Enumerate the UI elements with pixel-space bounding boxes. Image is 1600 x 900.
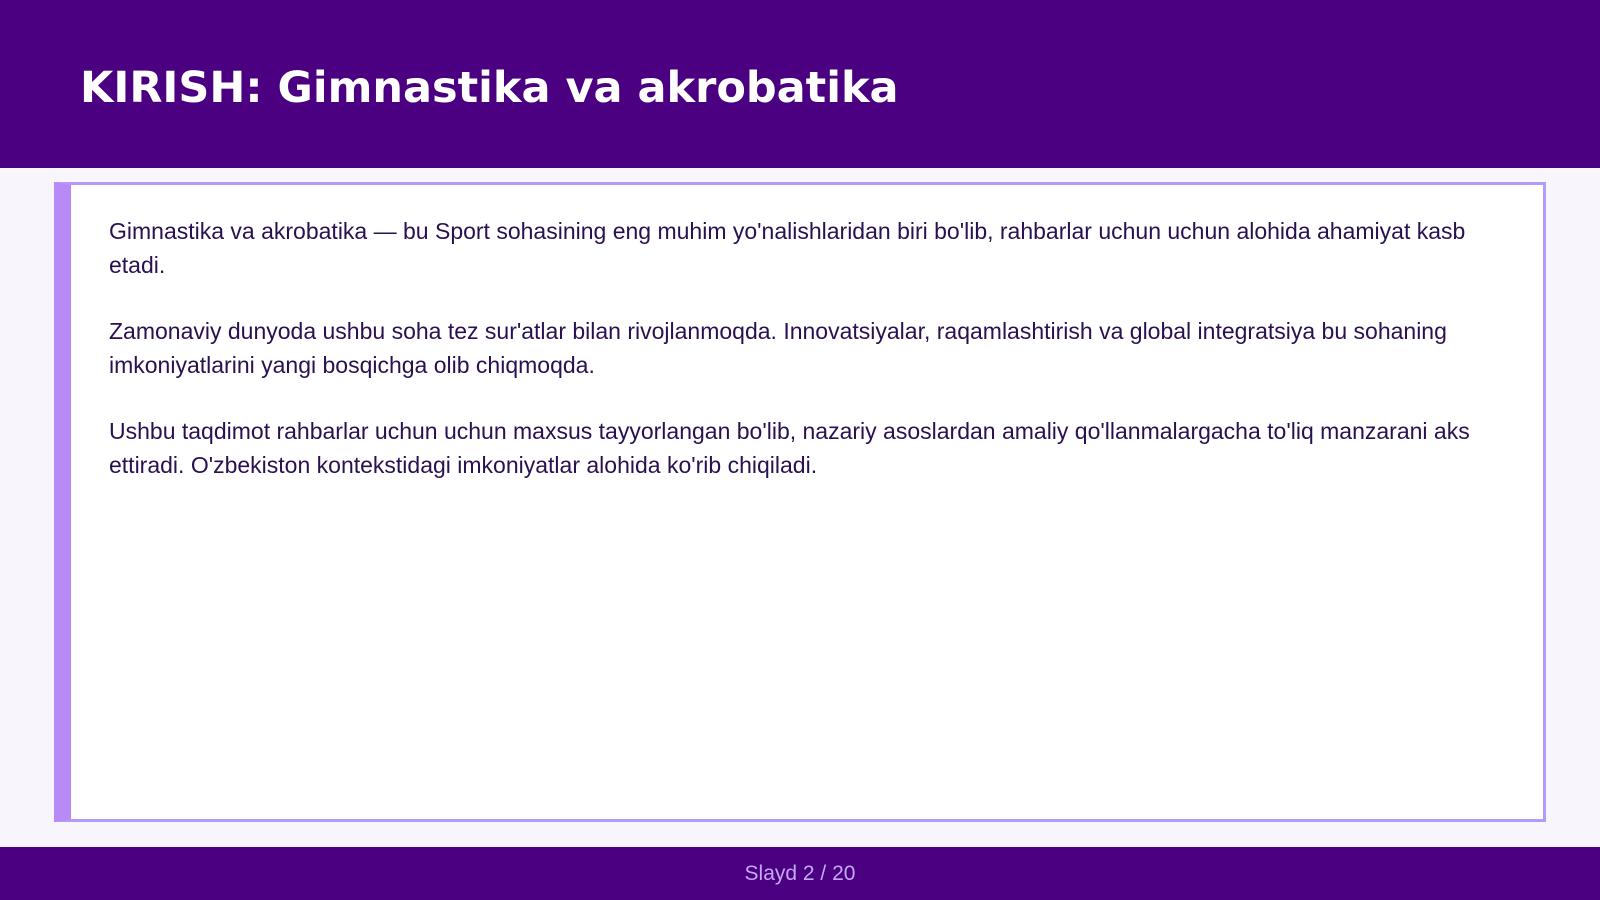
paragraph-intro: Gimnastika va akrobatika — bu Sport sohasining eng muhim yo'nalishlaridan biri bo'lib, rahbarlar uchun uchun alohida ahamiyat kasb etadi. xyxy=(109,218,1466,278)
paragraph-presentation-purpose: Ushbu taqdimot rahbarlar uchun uchun maxsus tayyorlangan bo'lib, nazariy asoslardan amaliy qo'llanmalargacha to'liq manzarani aks ettiradi. O'zbekiston kontekstidagi imkoniyatlar alohida ko'rib chiqiladi. xyxy=(109,418,1470,478)
slide-header xyxy=(0,0,1600,168)
slide-counter: Slayd 2 / 20 xyxy=(744,861,856,885)
slide-title: KIRISH: Gimnastika va akrobatika xyxy=(80,63,899,113)
slide-footer xyxy=(0,847,1600,900)
paragraph-modern-world: Zamonaviy dunyoda ushbu soha tez sur'atlar bilan rivojlanmoqda. Innovatsiyalar, raqamlashtirish va global integratsiya bu sohaning imkoniyatlarini yangi bosqichga olib chiqmoqda. xyxy=(109,318,1447,378)
content-panel xyxy=(54,182,1546,822)
